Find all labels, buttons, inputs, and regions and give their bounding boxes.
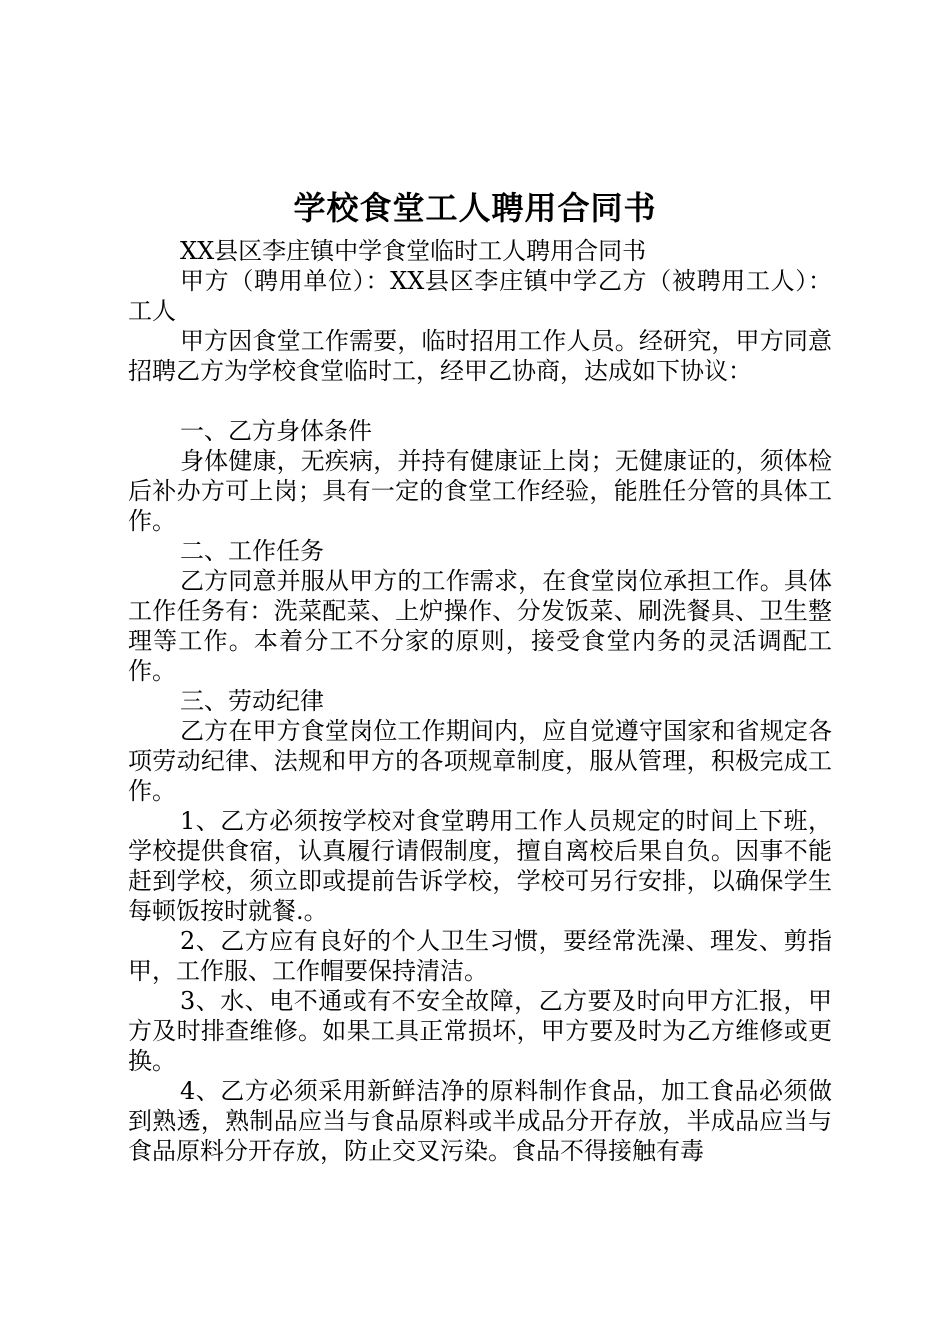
clause-3: 3、水、电不通或有不安全故障，乙方要及时向甲方汇报，甲方及时排查维修。如果工具正常损坏，甲方要及时为乙方维修或更换。 bbox=[128, 987, 832, 1075]
paragraph-parties: 甲方（聘用单位）：XX县区李庄镇中学乙方（被聘用工人）：工人 bbox=[128, 267, 832, 325]
document-body bbox=[128, 236, 832, 1166]
clause-1: 1、乙方必须按学校对食堂聘用工作人员规定的时间上下班，学校提供食宿，认真履行请假制度，擅自离校后果自负。因事不能赶到学校，须立即或提前告诉学校，学校可另行安排，以确保学生每顿饭按时就餐.。 bbox=[128, 807, 832, 925]
clause-2: 2、乙方应有良好的个人卫生习惯，要经常洗澡、理发、剪指甲，工作服、工作帽要保持清洁。 bbox=[128, 927, 832, 985]
paragraph-subtitle: XX县区李庄镇中学食堂临时工人聘用合同书 bbox=[180, 237, 647, 265]
spacer bbox=[128, 386, 832, 416]
document-title: 学校食堂工人聘用合同书 bbox=[293, 189, 657, 227]
section-heading-1: 一、乙方身体条件 bbox=[180, 417, 372, 445]
section-heading-3: 三、劳动纪律 bbox=[180, 687, 324, 715]
paragraph-health: 身体健康，无疾病，并持有健康证上岗；无健康证的，须体检后补办方可上岗；具有一定的食堂工作经验，能胜任分管的具体工作。 bbox=[128, 447, 832, 535]
paragraph-intro: 甲方因食堂工作需要，临时招用工作人员。经研究，甲方同意招聘乙方为学校食堂临时工，经甲乙协商，达成如下协议： bbox=[128, 327, 832, 385]
paragraph-discipline: 乙方在甲方食堂岗位工作期间内，应自觉遵守国家和省规定各项劳动纪律、法规和甲方的各项规章制度，服从管理，积极完成工作。 bbox=[128, 717, 832, 805]
paragraph-tasks: 乙方同意并服从甲方的工作需求，在食堂岗位承担工作。具体工作任务有：洗菜配菜、上炉操作、分发饭菜、刷洗餐具、卫生整理等工作。本着分工不分家的原则，接受食堂内务的灵活调配工作。 bbox=[128, 567, 832, 685]
clause-4: 4、乙方必须采用新鲜洁净的原料制作食品，加工食品必须做到熟透，熟制品应当与食品原料或半成品分开存放，半成品应当与食品原料分开存放，防止交叉污染。食品不得接触有毒 bbox=[128, 1077, 832, 1165]
section-heading-2: 二、工作任务 bbox=[180, 537, 324, 565]
